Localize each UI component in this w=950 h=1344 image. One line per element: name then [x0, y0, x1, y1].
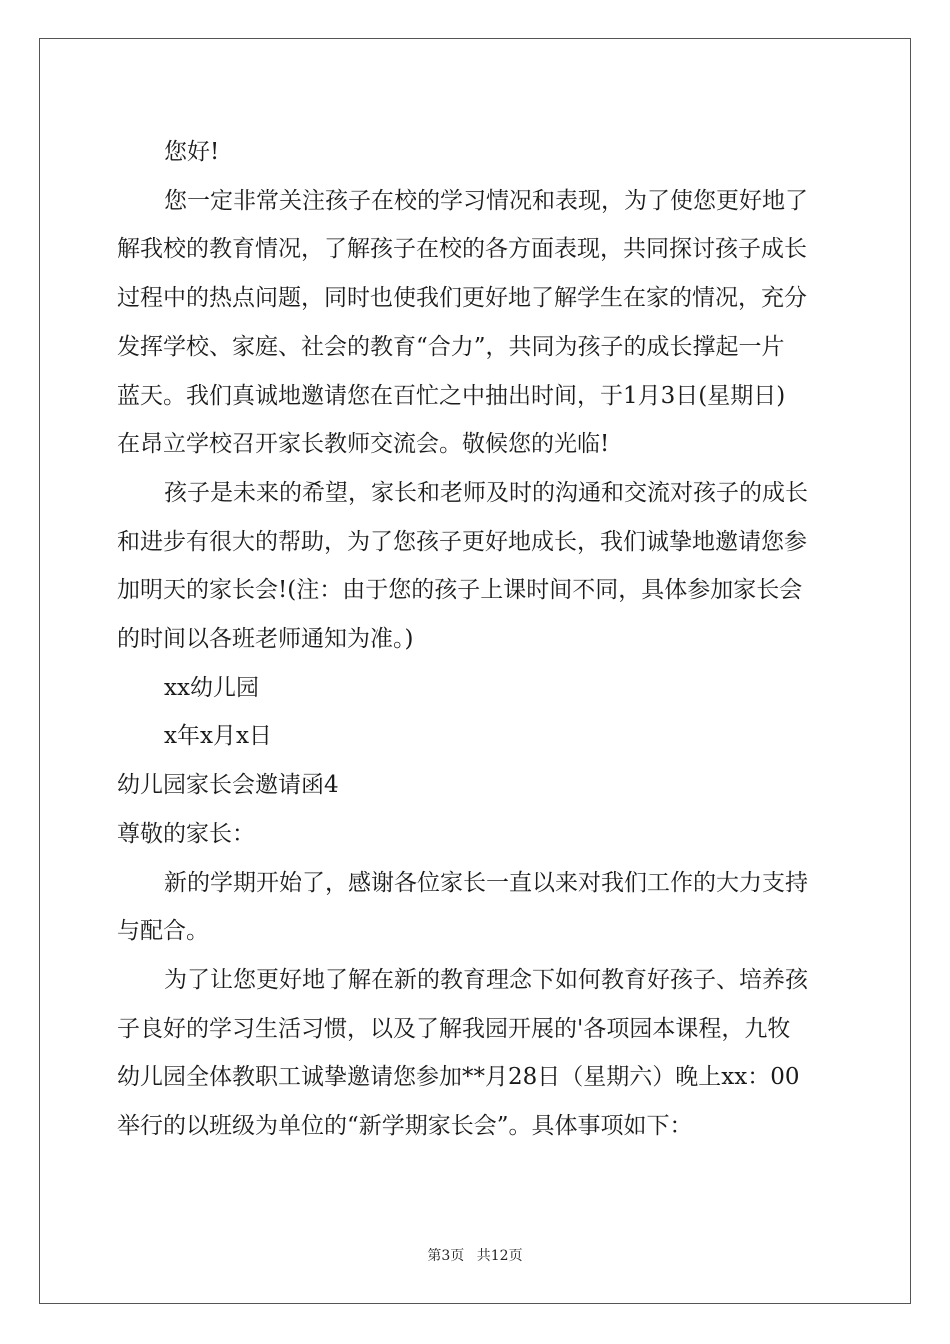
text-line: 与配合。: [117, 918, 209, 945]
text-line: 的时间以各班老师通知为准。): [117, 626, 414, 653]
text-line: 您好!: [164, 139, 220, 165]
text-line: 为了让您更好地了解在新的教育理念下如何教育好孩子、培养孩: [164, 966, 808, 993]
text-line: xx幼儿园: [164, 674, 259, 701]
document-body: [117, 128, 837, 1151]
text-line: 新的学期开始了，感谢各位家长一直以来对我们工作的大力支持: [164, 869, 808, 896]
text-line: 和进步有很大的帮助，为了您孩子更好地成长，我们诚挚地邀请您参: [117, 528, 807, 555]
text-line: 幼儿园家长会邀请函4: [117, 772, 339, 799]
text-line: x年x月x日: [164, 723, 272, 750]
text-line: 子良好的学习生活习惯，以及了解我园开展的'各项园本课程，九牧: [117, 1015, 791, 1042]
text-line: 蓝天。我们真诚地邀请您在百忙之中抽出时间，于1月3日(星期日): [117, 382, 786, 409]
text-line: 举行的以班级为单位的“新学期家长会”。具体事项如下：: [117, 1113, 693, 1140]
text-line: 过程中的热点问题，同时也使我们更好地了解学生在家的情况，充分: [117, 285, 807, 312]
text-line: 幼儿园全体教职工诚挚邀请您参加**月28日（星期六）晚上xx：00: [117, 1064, 800, 1091]
text-line: 加明天的家长会!(注：由于您的孩子上课时间不同，具体参加家长会: [117, 577, 803, 604]
page-footer: [0, 1245, 950, 1265]
text-line: 在昂立学校召开家长教师交流会。敬候您的光临!: [117, 431, 610, 458]
page-total: 共12页: [476, 1248, 523, 1264]
page-number: 第3页: [427, 1248, 465, 1264]
text-line: 您一定非常关注孩子在校的学习情况和表现，为了使您更好地了: [164, 187, 808, 214]
text-line: 解我校的教育情况，了解孩子在校的各方面表现，共同探讨孩子成长: [117, 236, 807, 263]
text-line: 尊敬的家长：: [117, 820, 255, 847]
text-line: 发挥学校、家庭、社会的教育“合力”，共同为孩子的成长撑起一片: [117, 333, 785, 360]
text-line: 孩子是未来的希望，家长和老师及时的沟通和交流对孩子的成长: [164, 479, 808, 506]
